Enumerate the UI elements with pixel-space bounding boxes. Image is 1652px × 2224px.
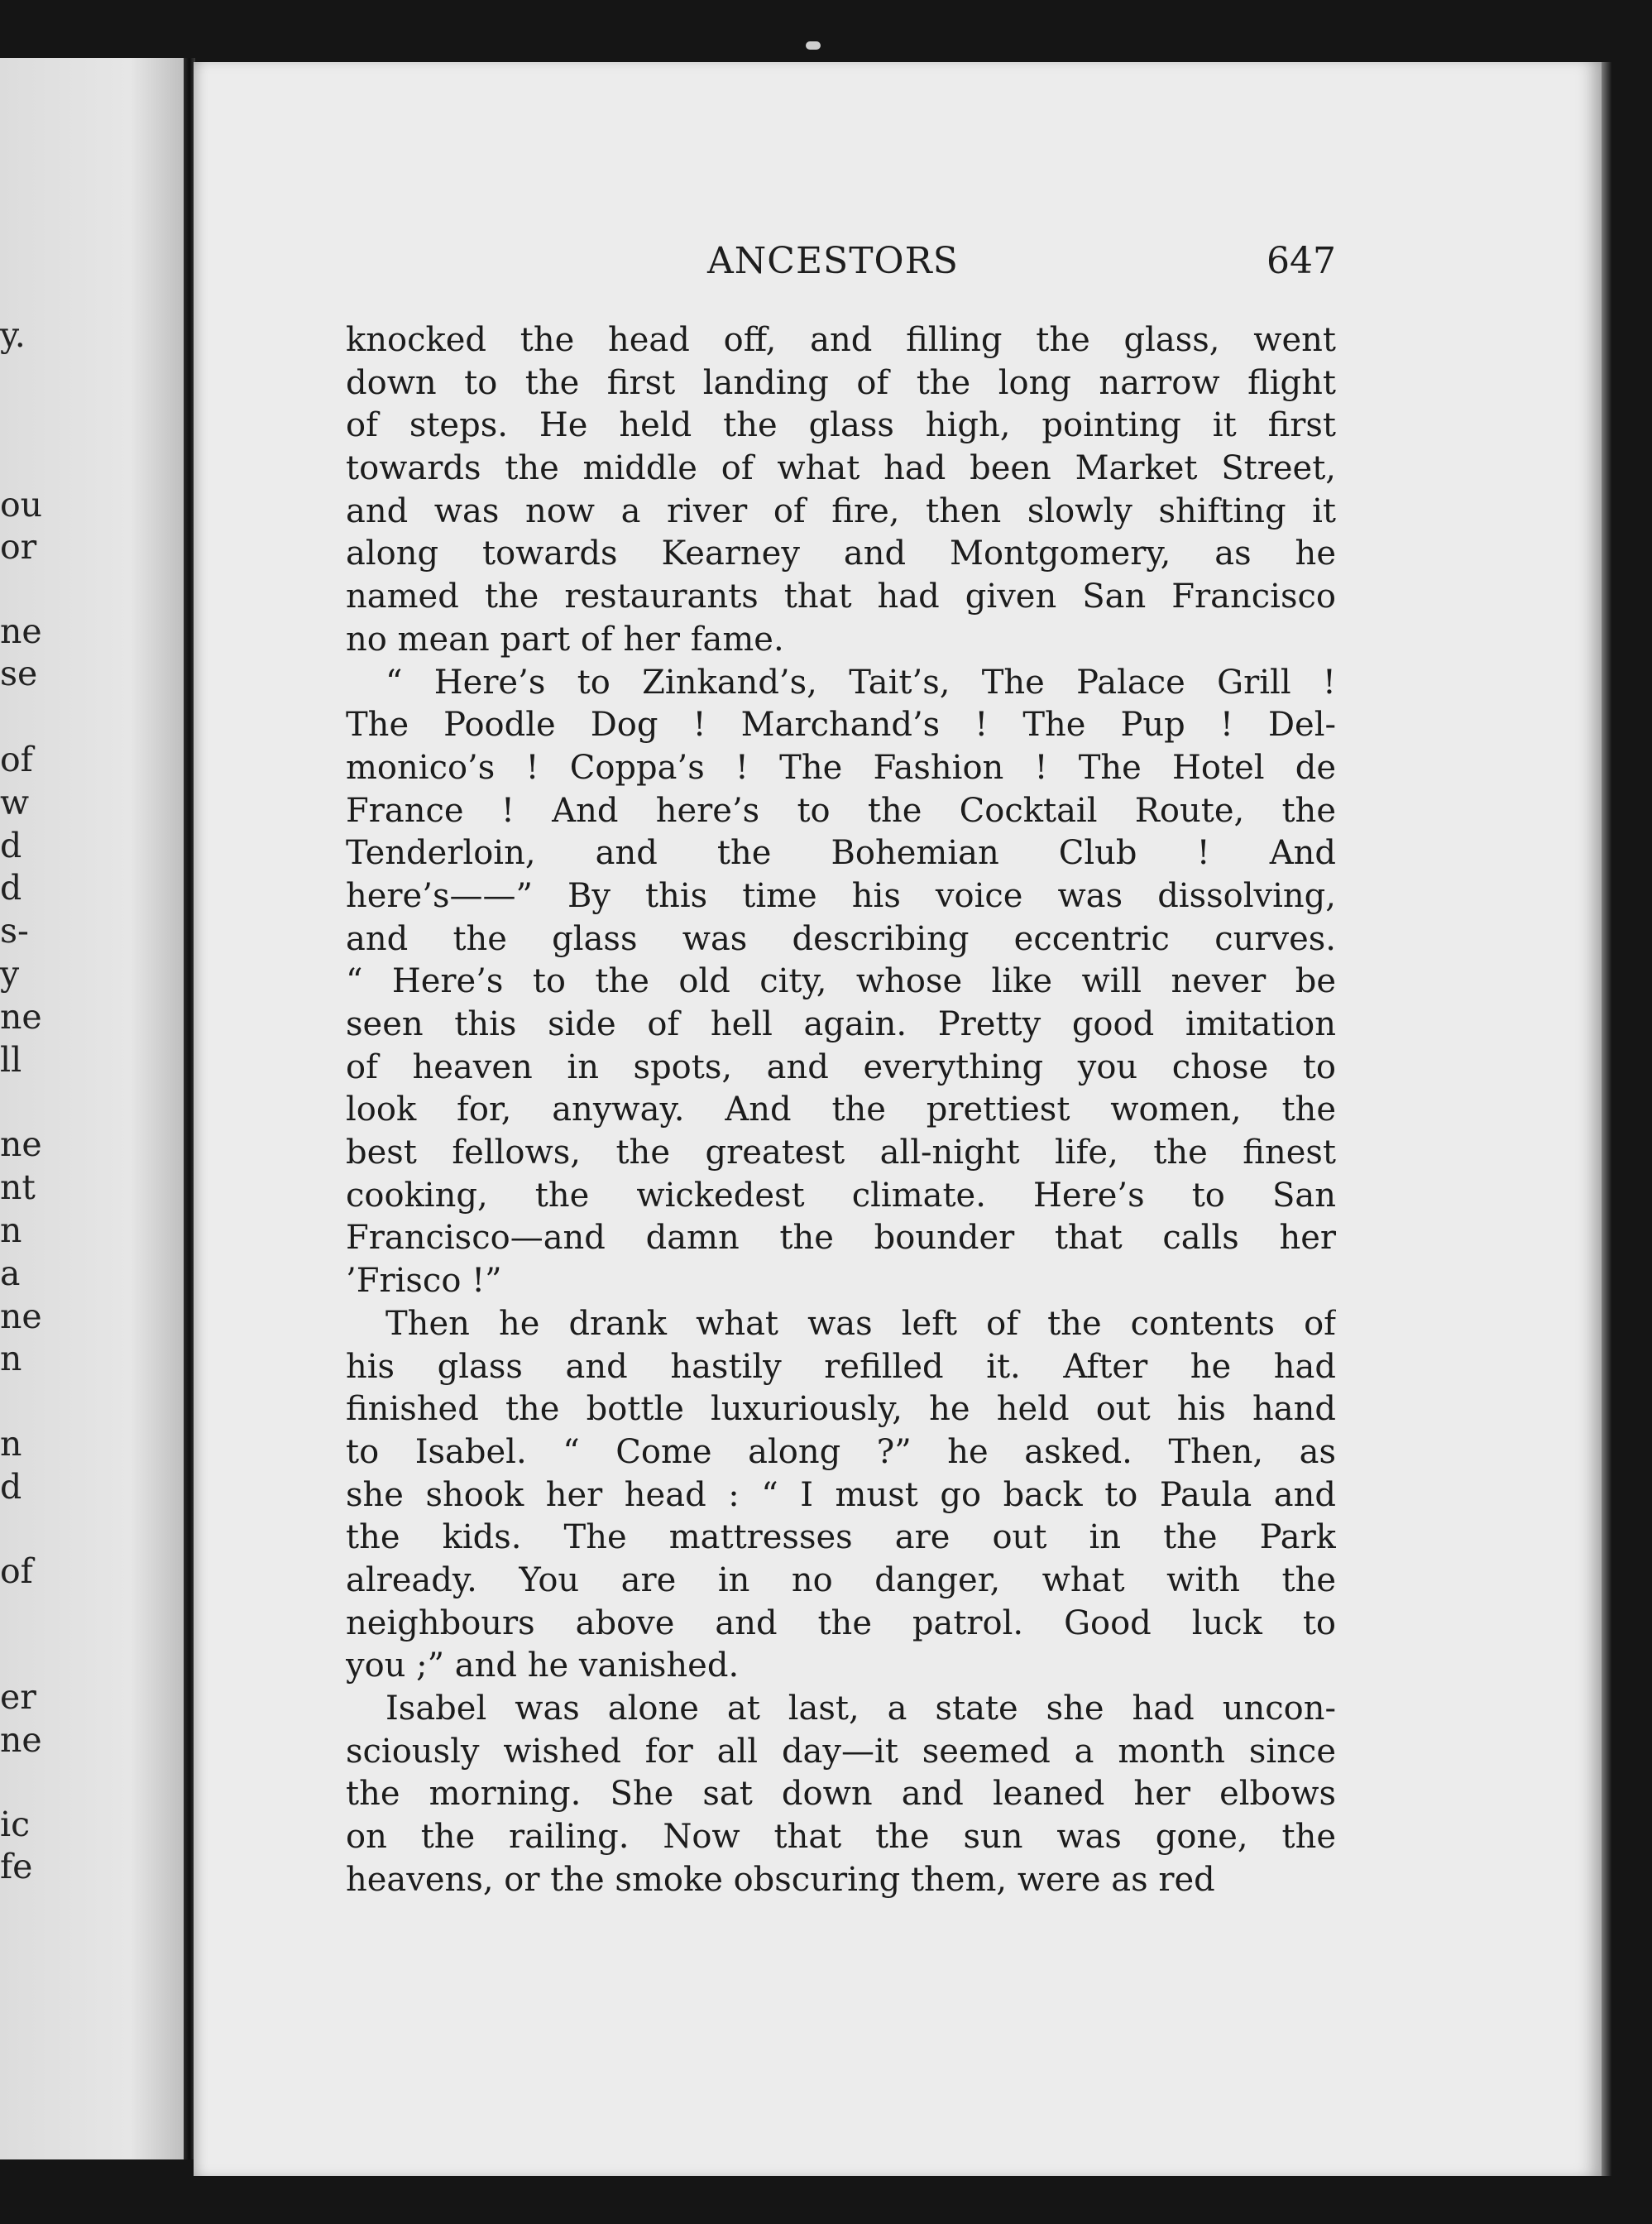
text-line: of steps. He held the glass high, pointing it first [346, 406, 1336, 445]
left-page-fragment: of [0, 1551, 33, 1591]
text-line: already. You are in no danger, what with the [346, 1560, 1336, 1599]
text-line: his glass and hastily refilled it. After he had [346, 1347, 1336, 1386]
text-line: France ! And here’s to the Cocktail Route, the [346, 791, 1336, 830]
text-line: no mean part of her fame. [346, 620, 784, 659]
left-page-fragments [0, 58, 186, 2159]
left-page-fragment: fe [0, 1847, 33, 1886]
text-line: towards the middle of what had been Market Street, [346, 449, 1336, 488]
text-line: finished the bottle luxuriously, he held out his hand [346, 1390, 1336, 1429]
left-page-fragment: ne [0, 1297, 42, 1336]
text-line: and the glass was describing eccentric curves. [346, 919, 1336, 958]
left-page-fragment: ne [0, 1124, 42, 1164]
left-page-fragment: ou [0, 485, 43, 525]
page-header [347, 240, 1336, 286]
text-line: seen this side of hell again. Pretty good imitation [346, 1005, 1336, 1043]
text-line: look for, anyway. And the prettiest women, the [346, 1090, 1336, 1129]
text-line: Francisco—and damn the bounder that calls her [346, 1219, 1336, 1258]
left-page-fragment: n [0, 1424, 22, 1464]
left-page-fragment: se [0, 654, 38, 693]
left-page-fragment: nt [0, 1167, 36, 1207]
left-page-fragment: d [0, 826, 22, 865]
page-number: 647 [1267, 240, 1336, 282]
left-page-fragment: n [0, 1339, 22, 1378]
left-page-fragment: ic [0, 1805, 31, 1844]
text-line: Tenderloin, and the Bohemian Club ! And [346, 834, 1336, 873]
left-page-fragment: er [0, 1677, 36, 1717]
left-page-fragment: w [0, 783, 30, 822]
text-line: cooking, the wickedest climate. Here’s to San [346, 1176, 1336, 1215]
text-line: neighbours above and the patrol. Good luck to [346, 1603, 1336, 1642]
text-line: down to the first landing of the long narrow flight [346, 363, 1336, 402]
text-line: of heaven in spots, and everything you chose to [346, 1047, 1336, 1086]
left-page-fragment: of [0, 740, 33, 779]
text-line: The Poodle Dog ! Marchand’s ! The Pup ! Del- [346, 706, 1336, 745]
page-edge [1602, 62, 1611, 2176]
left-page-fragment: s- [0, 911, 29, 951]
left-page-fragment: y. [0, 315, 26, 355]
left-page-fragment: ll [0, 1040, 22, 1080]
left-page-fragment: y [0, 954, 20, 994]
text-line: monico’s ! Coppa’s ! The Fashion ! The Hotel de [346, 748, 1336, 787]
text-line: here’s——” By this time his voice was dissolving, [346, 876, 1336, 915]
text-line: named the restaurants that had given San Francisco [346, 578, 1336, 616]
left-page-fragment: ne [0, 1720, 42, 1760]
left-page-fragment: d [0, 1467, 22, 1507]
scan-speck [806, 41, 821, 50]
left-page-fragment: d [0, 868, 22, 908]
text-line: Then he drank what was left of the contents of [385, 1304, 1336, 1343]
text-line: to Isabel. “ Come along ?” he asked. Then, as [346, 1432, 1336, 1471]
body-text [346, 319, 1336, 1901]
text-line: she shook her head : “ I must go back to Paula and [346, 1475, 1336, 1514]
text-line: you ;” and he vanished. [346, 1646, 740, 1685]
text-line: ’Frisco !” [346, 1262, 502, 1301]
text-line: the kids. The mattresses are out in the Park [346, 1518, 1336, 1557]
text-line: knocked the head off, and filling the glass, went [346, 321, 1336, 359]
text-line: along towards Kearney and Montgomery, as he [346, 534, 1336, 573]
left-page-fragment: a [0, 1253, 21, 1293]
left-page-fragment: n [0, 1210, 22, 1250]
text-line: on the railing. Now that the sun was gone, the [346, 1818, 1336, 1857]
text-line: and was now a river of fire, then slowly shifting it [346, 491, 1336, 530]
left-page-fragment: ne [0, 611, 42, 651]
text-line: sciously wished for all day—it seemed a month since [346, 1732, 1336, 1771]
text-line: best fellows, the greatest all-night life, the finest [346, 1134, 1336, 1172]
left-page-fragment: or [0, 527, 37, 567]
left-page-fragment: ne [0, 997, 42, 1037]
text-line: the morning. She sat down and leaned her elbows [346, 1775, 1336, 1814]
left-page [0, 58, 186, 2159]
text-line: “ Here’s to Zinkand’s, Tait’s, The Palace Grill ! [385, 663, 1336, 702]
running-head: ANCESTORS [707, 240, 959, 282]
text-line: heavens, or the smoke obscuring them, were as red [346, 1860, 1215, 1899]
text-line: Isabel was alone at last, a state she had uncon- [385, 1690, 1336, 1728]
text-line: “ Here’s to the old city, whose like will never be [346, 962, 1336, 1001]
